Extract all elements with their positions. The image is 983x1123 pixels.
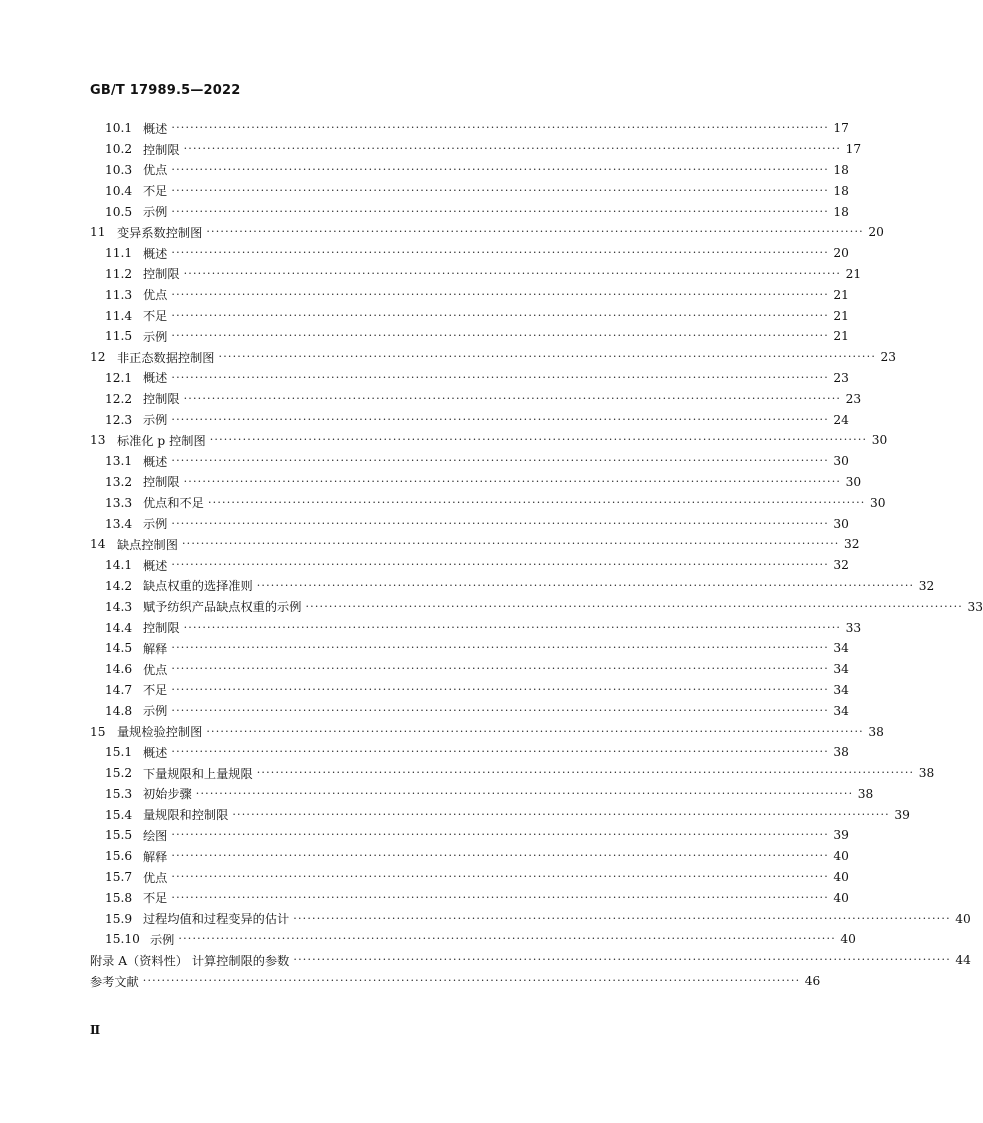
toc-entry-number: 11.4 xyxy=(105,308,133,323)
toc-entry-number: 14.8 xyxy=(105,703,133,718)
toc-entry[interactable] xyxy=(90,284,849,305)
toc-entry[interactable] xyxy=(90,305,849,326)
toc-entry-title: 优点 xyxy=(143,288,168,303)
toc-entry[interactable] xyxy=(90,804,910,825)
toc-dot-leader: ············································································································································ xyxy=(171,308,829,322)
toc-entry-title: 控制限 xyxy=(143,142,180,157)
toc-entry-page: 34 xyxy=(833,703,849,718)
toc-dot-leader: ············································································································································ xyxy=(142,974,801,988)
toc-entry-number: 11.1 xyxy=(105,246,133,261)
toc-dot-leader: ············································································································································ xyxy=(183,620,842,634)
toc-dot-leader: ············································································································································ xyxy=(195,786,854,800)
toc-entry-page: 30 xyxy=(845,474,862,489)
toc-entry-number: 14.7 xyxy=(105,682,133,697)
toc-entry[interactable] xyxy=(90,742,849,763)
toc-entry[interactable] xyxy=(90,825,849,846)
document-id-header: GB/T 17989.5—2022 xyxy=(90,83,241,98)
toc-dot-leader: ············································································································································ xyxy=(206,724,864,738)
toc-entry-title: 示例 xyxy=(143,205,168,220)
toc-entry-page: 34 xyxy=(833,662,849,677)
table-of-contents xyxy=(90,118,983,991)
toc-entry-page: 40 xyxy=(955,911,971,926)
toc-entry-number: 15.7 xyxy=(105,870,133,885)
toc-dot-leader: ············································································································································ xyxy=(178,932,836,946)
toc-dot-leader: ············································································································································ xyxy=(171,370,829,384)
toc-dot-leader: ············································································································································ xyxy=(171,454,829,468)
toc-entry-number: 14.1 xyxy=(105,558,133,573)
toc-entry-page: 46 xyxy=(804,974,821,989)
toc-dot-leader: ············································································································································ xyxy=(209,433,868,447)
toc-entry-number: 14.3 xyxy=(105,599,133,614)
toc-entry-title: 概述 xyxy=(143,454,168,469)
toc-entry-page: 21 xyxy=(833,308,849,323)
toc-dot-leader: ············································································································································ xyxy=(171,162,829,176)
toc-entry-title: 不足 xyxy=(143,891,168,906)
toc-entry-title: 绘图 xyxy=(143,828,168,843)
toc-dot-leader: ············································································································································ xyxy=(256,766,915,780)
toc-entry[interactable] xyxy=(90,950,971,971)
toc-entry-number: 10.3 xyxy=(105,162,133,177)
toc-dot-leader: ············································································································································ xyxy=(171,828,829,842)
toc-entry-page: 39 xyxy=(833,828,849,843)
toc-entry[interactable] xyxy=(90,638,849,659)
toc-entry-number: 14.4 xyxy=(105,620,133,635)
toc-dot-leader: ············································································································································ xyxy=(171,204,829,218)
toc-entry-number: 14.6 xyxy=(105,662,133,677)
toc-entry-number: 14.5 xyxy=(105,641,133,656)
toc-dot-leader: ············································································································································ xyxy=(206,225,864,239)
toc-dot-leader: ············································································································································ xyxy=(171,287,829,301)
toc-dot-leader: ············································································································································ xyxy=(171,745,829,759)
toc-entry-title: 示例 xyxy=(143,704,168,719)
toc-dot-leader: ············································································································································ xyxy=(207,495,866,509)
toc-entry-title: 概述 xyxy=(143,121,168,136)
toc-entry-number: 11 xyxy=(90,225,106,240)
toc-entry-title: 控制限 xyxy=(143,621,180,636)
toc-entry-number: 13.4 xyxy=(105,516,133,531)
toc-entry-page: 17 xyxy=(845,142,862,157)
toc-entry[interactable] xyxy=(90,347,897,368)
toc-entry-number: 10.4 xyxy=(105,183,133,198)
toc-entry-title: 优点 xyxy=(143,163,168,178)
toc-entry-page: 23 xyxy=(845,391,862,406)
toc-entry[interactable] xyxy=(90,680,849,701)
toc-entry-page: 20 xyxy=(868,225,884,240)
toc-dot-leader: ············································································································································ xyxy=(256,578,915,592)
toc-entry-number: 15.10 xyxy=(105,932,140,947)
toc-entry-page: 18 xyxy=(833,162,849,177)
toc-entry-number: 15.9 xyxy=(105,911,133,926)
toc-entry-page: 21 xyxy=(833,329,849,344)
toc-entry-page: 40 xyxy=(833,870,849,885)
toc-entry-title: 不足 xyxy=(143,683,168,698)
toc-entry-page: 34 xyxy=(833,641,849,656)
toc-entry-title: 示例 xyxy=(143,329,168,344)
toc-entry-number: 12.3 xyxy=(105,412,133,427)
toc-entry[interactable] xyxy=(90,180,849,201)
toc-entry[interactable] xyxy=(90,887,849,908)
toc-entry-title: 示例 xyxy=(143,413,168,428)
toc-entry-page: 39 xyxy=(894,807,910,822)
toc-dot-leader: ············································································································································ xyxy=(305,599,963,613)
toc-entry[interactable] xyxy=(90,596,983,617)
toc-dot-leader: ············································································································································ xyxy=(171,849,829,863)
toc-entry-title: 赋予纺织产品缺点权重的示例 xyxy=(143,600,302,615)
toc-entry-title: 优点 xyxy=(143,662,168,677)
toc-entry-title: 解释 xyxy=(143,849,168,864)
toc-entry[interactable] xyxy=(90,867,849,888)
toc-entry[interactable] xyxy=(90,201,849,222)
toc-dot-leader: ············································································································································ xyxy=(171,183,829,197)
toc-entry[interactable] xyxy=(90,430,888,451)
toc-entry-title: 过程均值和过程变异的估计 xyxy=(143,912,290,927)
toc-entry[interactable] xyxy=(90,971,821,992)
toc-dot-leader: ············································································································································ xyxy=(171,703,829,717)
toc-entry-number: 13.1 xyxy=(105,454,133,469)
toc-entry-title: 下量规限和上量规限 xyxy=(143,766,253,781)
toc-entry[interactable] xyxy=(90,222,884,243)
toc-dot-leader: ············································································································································ xyxy=(293,911,951,925)
toc-entry-page: 32 xyxy=(918,578,935,593)
toc-entry[interactable] xyxy=(90,472,862,493)
toc-entry-title: 参考文献 xyxy=(90,974,139,989)
toc-entry-title: 控制限 xyxy=(143,392,180,407)
toc-entry-page: 32 xyxy=(833,558,849,573)
toc-entry[interactable] xyxy=(90,721,884,742)
toc-entry-title: 示例 xyxy=(150,932,175,947)
toc-entry-title: 不足 xyxy=(143,309,168,324)
toc-dot-leader: ············································································································································ xyxy=(171,890,829,904)
toc-entry-page: 38 xyxy=(833,745,849,760)
toc-entry[interactable] xyxy=(90,700,849,721)
toc-entry-number: 11.2 xyxy=(105,266,133,281)
toc-dot-leader: ············································································································································ xyxy=(293,953,951,967)
toc-entry[interactable] xyxy=(90,513,849,534)
toc-entry-page: 33 xyxy=(845,620,862,635)
toc-entry-title: 缺点权重的选择准则 xyxy=(143,579,253,594)
toc-entry-page: 21 xyxy=(833,287,849,302)
toc-entry-page: 24 xyxy=(833,412,849,427)
toc-dot-leader: ············································································································································ xyxy=(171,329,829,343)
toc-entry-page: 30 xyxy=(833,516,849,531)
toc-entry-number: 15.4 xyxy=(105,807,133,822)
toc-entry-page: 40 xyxy=(840,932,856,947)
toc-entry-title: 概述 xyxy=(143,371,168,386)
toc-entry-title: 量规限和控制限 xyxy=(143,808,229,823)
toc-entry[interactable] xyxy=(90,326,849,347)
toc-entry-page: 40 xyxy=(833,890,849,905)
toc-entry[interactable] xyxy=(90,243,849,264)
toc-entry-number: 13.2 xyxy=(105,474,133,489)
toc-dot-leader: ············································································································································ xyxy=(171,870,829,884)
toc-entry-title: 非正态数据控制图 xyxy=(117,350,215,365)
toc-entry-title: 概述 xyxy=(143,745,168,760)
toc-entry-number: 15.6 xyxy=(105,849,133,864)
toc-dot-leader: ············································································································································ xyxy=(171,121,829,135)
toc-entry-title: 缺点控制图 xyxy=(117,537,178,552)
toc-entry-page: 38 xyxy=(857,786,874,801)
toc-entry-title: 量规检验控制图 xyxy=(117,725,203,739)
toc-entry-page: 38 xyxy=(868,724,884,739)
toc-entry[interactable] xyxy=(90,139,862,160)
toc-entry-title: 解释 xyxy=(143,641,168,656)
toc-dot-leader: ············································································································································ xyxy=(183,474,842,488)
toc-entry-title: 优点和不足 xyxy=(143,496,204,511)
toc-entry-number: 10.1 xyxy=(105,121,133,136)
toc-entry[interactable] xyxy=(90,929,856,950)
toc-entry-page: 18 xyxy=(833,183,849,198)
toc-entry-page: 44 xyxy=(955,953,971,968)
toc-entry-title: 概述 xyxy=(143,246,168,261)
toc-entry-number: 13 xyxy=(90,433,106,448)
toc-entry[interactable] xyxy=(90,118,849,139)
toc-entry[interactable] xyxy=(90,368,849,389)
toc-entry[interactable] xyxy=(90,160,849,181)
toc-entry-number: 15 xyxy=(90,724,106,739)
toc-dot-leader: ············································································································································ xyxy=(171,412,829,426)
toc-entry-page: 40 xyxy=(833,849,849,864)
toc-entry[interactable] xyxy=(90,908,971,929)
toc-entry-number: 10.5 xyxy=(105,204,133,219)
toc-entry-page: 23 xyxy=(833,370,849,385)
toc-entry-title: 附录 A（资料性） 计算控制限的参数 xyxy=(90,953,290,968)
toc-entry-number: 15.3 xyxy=(105,786,133,801)
toc-dot-leader: ············································································································································ xyxy=(171,662,829,676)
toc-entry[interactable] xyxy=(90,534,860,555)
toc-dot-leader: ············································································································································ xyxy=(171,641,829,655)
toc-entry[interactable] xyxy=(90,784,874,805)
toc-entry-page: 33 xyxy=(967,599,983,614)
toc-entry-number: 15.2 xyxy=(105,766,133,781)
toc-dot-leader: ············································································································································ xyxy=(171,682,829,696)
toc-entry-number: 15.5 xyxy=(105,828,133,843)
toc-entry-page: 23 xyxy=(880,350,897,365)
toc-entry-title: 示例 xyxy=(143,517,168,532)
toc-entry[interactable] xyxy=(90,576,935,597)
toc-entry[interactable] xyxy=(90,451,849,472)
toc-entry-page: 32 xyxy=(843,537,860,552)
toc-dot-leader: ············································································································································ xyxy=(183,266,842,280)
toc-entry-title: 不足 xyxy=(143,184,168,199)
toc-dot-leader: ············································································································································ xyxy=(171,558,829,572)
toc-entry[interactable] xyxy=(90,659,849,680)
toc-entry-number: 10.2 xyxy=(105,142,133,157)
toc-entry-title: 优点 xyxy=(143,870,168,885)
toc-entry[interactable] xyxy=(90,617,862,638)
toc-entry-title: 变异系数控制图 xyxy=(117,225,203,240)
toc-dot-leader: ············································································································································ xyxy=(183,391,842,405)
toc-entry-page: 30 xyxy=(833,454,849,469)
toc-dot-leader: ············································································································································ xyxy=(218,350,877,364)
toc-entry-number: 15.1 xyxy=(105,745,133,760)
toc-entry-page: 30 xyxy=(871,433,888,448)
toc-entry-page: 34 xyxy=(833,682,849,697)
toc-entry-number: 15.8 xyxy=(105,890,133,905)
toc-dot-leader: ············································································································································ xyxy=(181,537,840,551)
toc-entry-page: 38 xyxy=(918,766,935,781)
toc-entry-number: 12.2 xyxy=(105,391,133,406)
toc-entry-number: 13.3 xyxy=(105,495,133,510)
toc-entry-title: 标准化 p 控制图 xyxy=(117,433,206,448)
toc-entry[interactable] xyxy=(90,388,862,409)
toc-entry[interactable] xyxy=(90,763,935,784)
toc-entry-number: 12.1 xyxy=(105,370,133,385)
toc-entry-title: 控制限 xyxy=(143,475,180,490)
toc-entry[interactable] xyxy=(90,264,862,285)
page-number: Ⅱ xyxy=(90,1023,101,1037)
toc-entry-page: 18 xyxy=(833,204,849,219)
toc-entry[interactable] xyxy=(90,555,849,576)
toc-entry[interactable] xyxy=(90,492,886,513)
toc-dot-leader: ············································································································································ xyxy=(171,516,829,530)
toc-entry-number: 14.2 xyxy=(105,578,133,593)
toc-entry-page: 17 xyxy=(833,121,849,136)
toc-dot-leader: ············································································································································ xyxy=(183,142,842,156)
toc-entry-number: 11.5 xyxy=(105,329,133,344)
toc-entry-page: 30 xyxy=(869,495,886,510)
toc-entry-title: 初始步骤 xyxy=(143,787,192,802)
toc-entry-number: 11.3 xyxy=(105,287,133,302)
toc-dot-leader: ············································································································································ xyxy=(232,807,890,821)
toc-dot-leader: ············································································································································ xyxy=(171,246,829,260)
toc-entry-title: 概述 xyxy=(143,558,168,573)
toc-entry-title: 控制限 xyxy=(143,267,180,282)
toc-entry-number: 12 xyxy=(90,350,106,365)
toc-entry-page: 20 xyxy=(833,246,849,261)
toc-entry[interactable] xyxy=(90,846,849,867)
toc-entry[interactable] xyxy=(90,409,849,430)
toc-entry-number: 14 xyxy=(90,537,106,552)
toc-entry-page: 21 xyxy=(845,266,862,281)
